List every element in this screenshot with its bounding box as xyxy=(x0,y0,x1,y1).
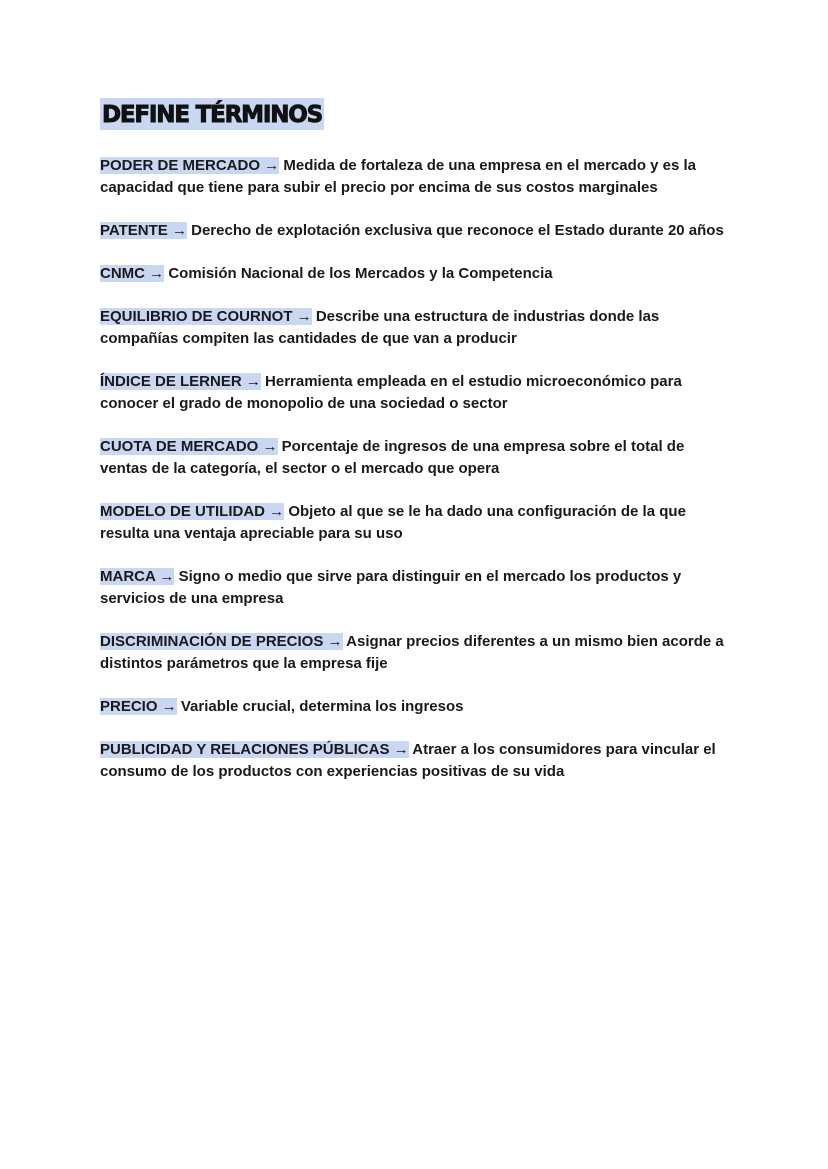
definition-term: MODELO DE UTILIDAD → xyxy=(100,503,285,520)
definition-item xyxy=(100,696,730,718)
definition-item xyxy=(100,501,730,545)
definition-text: Asignar precios diferentes a un mismo bien acorde a distintos parámetros que la empresa fije xyxy=(100,633,724,672)
definition-list xyxy=(100,155,730,804)
definition-text: Medida de fortaleza de una empresa en el mercado y es la capacidad que tiene para subir el precio por encima de sus costos marginales xyxy=(100,157,697,196)
definition-item xyxy=(100,306,730,350)
definition-text: Comisión Nacional de los Mercados y la Competencia xyxy=(164,265,553,282)
definition-text: Variable crucial, determina los ingresos xyxy=(176,698,464,715)
definition-term: PATENTE → xyxy=(100,222,187,239)
definition-text: Porcentaje de ingresos de una empresa sobre el total de ventas de la categoría, el sector o el mercado que opera xyxy=(100,438,685,477)
definition-text: Herramienta empleada en el estudio microeconómico para conocer el grado de monopolio de una sociedad o sector xyxy=(100,373,682,412)
definition-term: CUOTA DE MERCADO → xyxy=(100,438,278,455)
definition-item xyxy=(100,371,730,415)
definition-term: PRECIO → xyxy=(100,698,177,715)
definition-term: EQUILIBRIO DE COURNOT → xyxy=(100,308,312,325)
definition-item xyxy=(100,436,730,480)
definition-item xyxy=(100,739,730,783)
definition-term: PUBLICIDAD Y RELACIONES PÚBLICAS → xyxy=(100,741,409,758)
definition-text: Describe una estructura de industrias donde las compañías compiten las cantidades de que van a producir xyxy=(100,308,660,347)
definition-term: CNMC → xyxy=(100,265,165,282)
definition-text: Signo o medio que sirve para distinguir en el mercado los productos y servicios de una empresa xyxy=(100,568,682,607)
page-title: DEFINE TÉRMINOS xyxy=(100,98,324,130)
definition-text: Derecho de explotación exclusiva que reconoce el Estado durante 20 años xyxy=(186,222,724,239)
definition-text: Atraer a los consumidores para vincular el consumo de los productos con experiencias positivas de su vida xyxy=(100,741,716,780)
definition-item xyxy=(100,263,730,285)
definition-item xyxy=(100,566,730,610)
definition-text: Objeto al que se le ha dado una configuración de la que resulta una ventaja apreciable para su uso xyxy=(100,503,686,542)
definition-term: DISCRIMINACIÓN DE PRECIOS → xyxy=(100,633,343,650)
definition-term: ÍNDICE DE LERNER → xyxy=(100,373,261,390)
definition-term: MARCA → xyxy=(100,568,175,585)
definition-item xyxy=(100,220,730,242)
definition-item xyxy=(100,155,730,199)
definition-item xyxy=(100,631,730,675)
definition-term: PODER DE MERCADO → xyxy=(100,157,280,174)
